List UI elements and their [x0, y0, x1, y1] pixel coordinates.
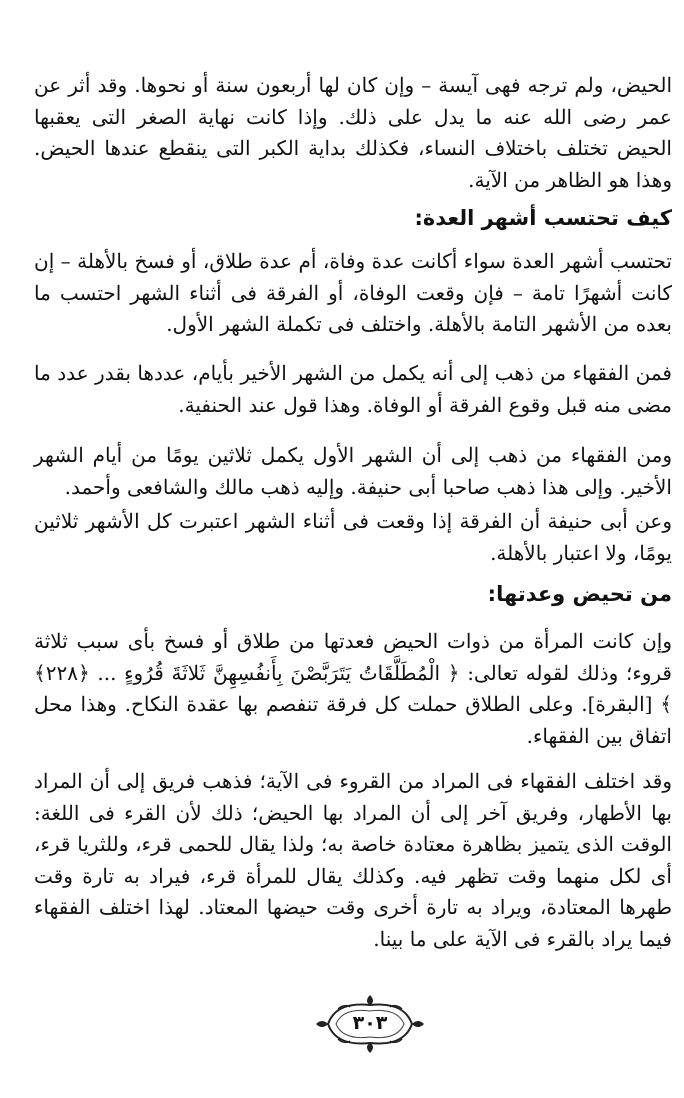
- book-page: [34, 56, 674, 1056]
- page-number-ornament: [314, 993, 426, 1055]
- paragraph-menopause-age: الحيض، ولم ترجه فهى آيسة – وإن كان لها أربعون سنة أو نحوها. وقد أثر عن عمر رضى الله عنه ما يدل على ذلك. وإذا كانت نهاية الصغر التى يعقبها الحيض تختلف باختلاف النساء، فكذلك بداية الكبر التى ينقطع عندها الحيض. وهذا هو الظاهر من الآية.: [34, 73, 672, 192]
- paragraph-counting-months: تحتسب أشهر العدة سواء أكانت عدة وفاة، أم عدة طلاق، أو فسخ بالأهلة – إن كانت أشهرًا تامة – فإن وقعت الوفاة، أو الفرقة فى أثناء الشهر احتسب ما بعده من الأشهر التامة بالأهلة. واختلف فى تكملة الشهر الأول.: [34, 249, 672, 336]
- paragraph-abu-hanifa-opinion: وعن أبى حنيفة أن الفرقة إذا وقعت فى أثناء الشهر اعتبرت كل الأشهر ثلاثين يومًا، ولا اعتبار بالأهلة.: [34, 509, 672, 565]
- paragraph-quru-meaning: وقد اختلف الفقهاء فى المراد من القروء فى الآية؛ فذهب فريق إلى أن المراد بها الأطهار، وفريق آخر إلى أن المراد بها الحيض؛ ذلك لأن القرء فى اللغة: الوقت الذى يتميز بظاهرة معتادة خاصة به؛ ولذا يقال للحمى قرء، وللثريا قرء، أى لكل منهما وقت تظهر فيه. وكذلك يقال للمرأة قرء، فيراد به تارة وقت طهرها المعتادة، ويراد به تارة أخرى وقت حيضها المعتاد. لهذا اختلف الفقهاء فيما يراد بالقرء فى الآية على ما بينا.: [34, 769, 673, 951]
- paragraph-second-opinion: ومن الفقهاء من ذهب إلى أن الشهر الأول يكمل ثلاثين يومًا من أيام الشهر الأخير. وإلى هذا ذهب صاحبا أبى حنيفة. وإليه ذهب مالك والشافعى وأحمد.: [34, 443, 672, 499]
- section-heading-menstruating-women: من تحيض وعدتها:: [487, 582, 672, 606]
- page-number: ٣٠٣: [352, 1012, 388, 1034]
- section-heading-counting-months: كيف تحتسب أشهر العدة:: [414, 206, 672, 230]
- paragraph-first-opinion: فمن الفقهاء من ذهب إلى أنه يكمل من الشهر الأخير بأيام، عددها بقدر عدد ما مضى منه قبل وقوع الفرقة أو الوفاة. وهذا قول عند الحنفية.: [34, 361, 672, 417]
- paragraph-three-periods: وإن كانت المرأة من ذوات الحيض فعدتها من طلاق أو فسخ بأى سبب ثلاثة قروء؛ وذلك لقوله تعالى: ﴿ الْمُطَلَّقَاتُ يَتَرَبَّصْنَ بِأَنفُسِهِنَّ ثَلاثَةَ قُرُوءٍ ... ﴿٢٢٨﴾ ﴾ [البقرة]. وعلى الطلاق حملت كل فرقة تنفصم بها عقدة النكاح. وهذا محل اتفاق بين الفقهاء.: [34, 629, 672, 748]
